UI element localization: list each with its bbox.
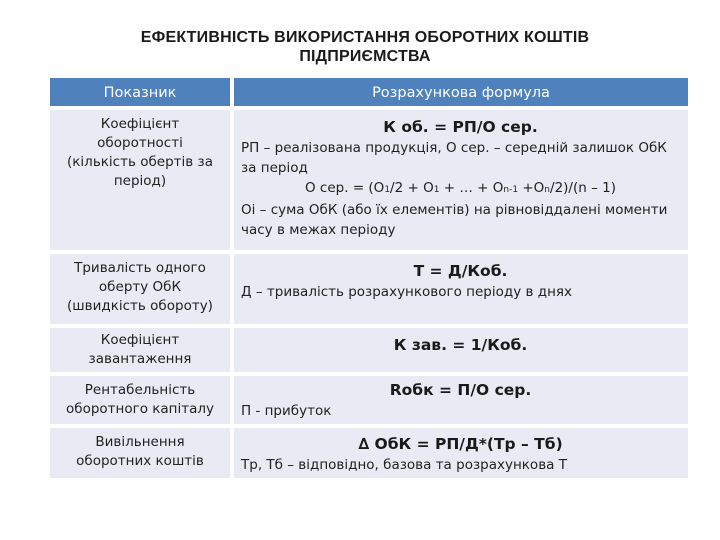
indicator-line: оборотності [97, 135, 183, 151]
indicator-line: Коефіцієнт [100, 116, 180, 132]
indicator-line: Рентабельність [84, 382, 196, 398]
formula-description: Тр, Тб – відповідно, базова та розрахункова Т [241, 457, 567, 473]
indicator-cell [50, 428, 230, 478]
formula-text: К об. = РП/О сер. [383, 118, 538, 136]
formula-description: П - прибуток [241, 403, 332, 419]
table-row [50, 328, 688, 372]
table-row [50, 110, 688, 250]
average-balance-formula: О сер. = (О1/2 + О1 + … + Оn-1 +Оn/2)/(n – 1) [305, 180, 616, 196]
indicator-line: (швидкість обороту) [67, 298, 213, 314]
indicator-cell [50, 376, 230, 424]
table-row [50, 428, 688, 478]
formula-cell [234, 376, 688, 424]
formula-cell [234, 110, 688, 250]
formula-cell [234, 428, 688, 478]
table-row [50, 376, 688, 424]
title-line-2: ПІДПРИЄМСТВА [299, 48, 431, 65]
table-header-row [50, 78, 688, 106]
indicator-cell [50, 254, 230, 324]
formula-text: К зав. = 1/Коб. [393, 336, 528, 354]
indicator-line: період) [113, 173, 167, 189]
indicator-line: завантаження [88, 351, 192, 367]
page-title [60, 28, 670, 66]
indicator-cell [50, 110, 230, 250]
header-formula: Розрахункова формула [234, 78, 688, 106]
indicator-line: оборотних коштів [76, 453, 204, 469]
indicator-cell [50, 328, 230, 372]
formula-description-2: Оі – сума ОбК (або їх елементів) на рівновіддалені моменти часу в межах періоду [241, 202, 668, 238]
table-row [50, 254, 688, 324]
formula-text: Т = Д/Коб. [413, 262, 508, 280]
indicator-line: Вивільнення [95, 434, 185, 450]
header-indicator: Показник [50, 78, 230, 106]
indicator-line: (кількість обертів за [67, 154, 213, 170]
formula-description: Д – тривалість розрахункового періоду в днях [241, 284, 573, 300]
efficiency-table [50, 78, 688, 482]
formula-text: ∆ ОбК = РП/Д*(Тр – Тб) [358, 435, 563, 453]
indicator-line: Тривалість одного [74, 260, 206, 276]
formula-text: Rобк = П/О сер. [389, 381, 532, 399]
formula-description: РП – реалізована продукція, О сер. – середній залишок ОбК за період [241, 140, 667, 176]
indicator-line: Коефіцієнт [100, 332, 180, 348]
title-line-1: ЕФЕКТИВНІСТЬ ВИКОРИСТАННЯ ОБОРОТНИХ КОШТІВ [140, 29, 590, 46]
indicator-line: оборотного капіталу [65, 401, 215, 417]
indicator-line: оберту ОбК [98, 279, 182, 295]
formula-cell [234, 254, 688, 324]
formula-cell [234, 328, 688, 372]
